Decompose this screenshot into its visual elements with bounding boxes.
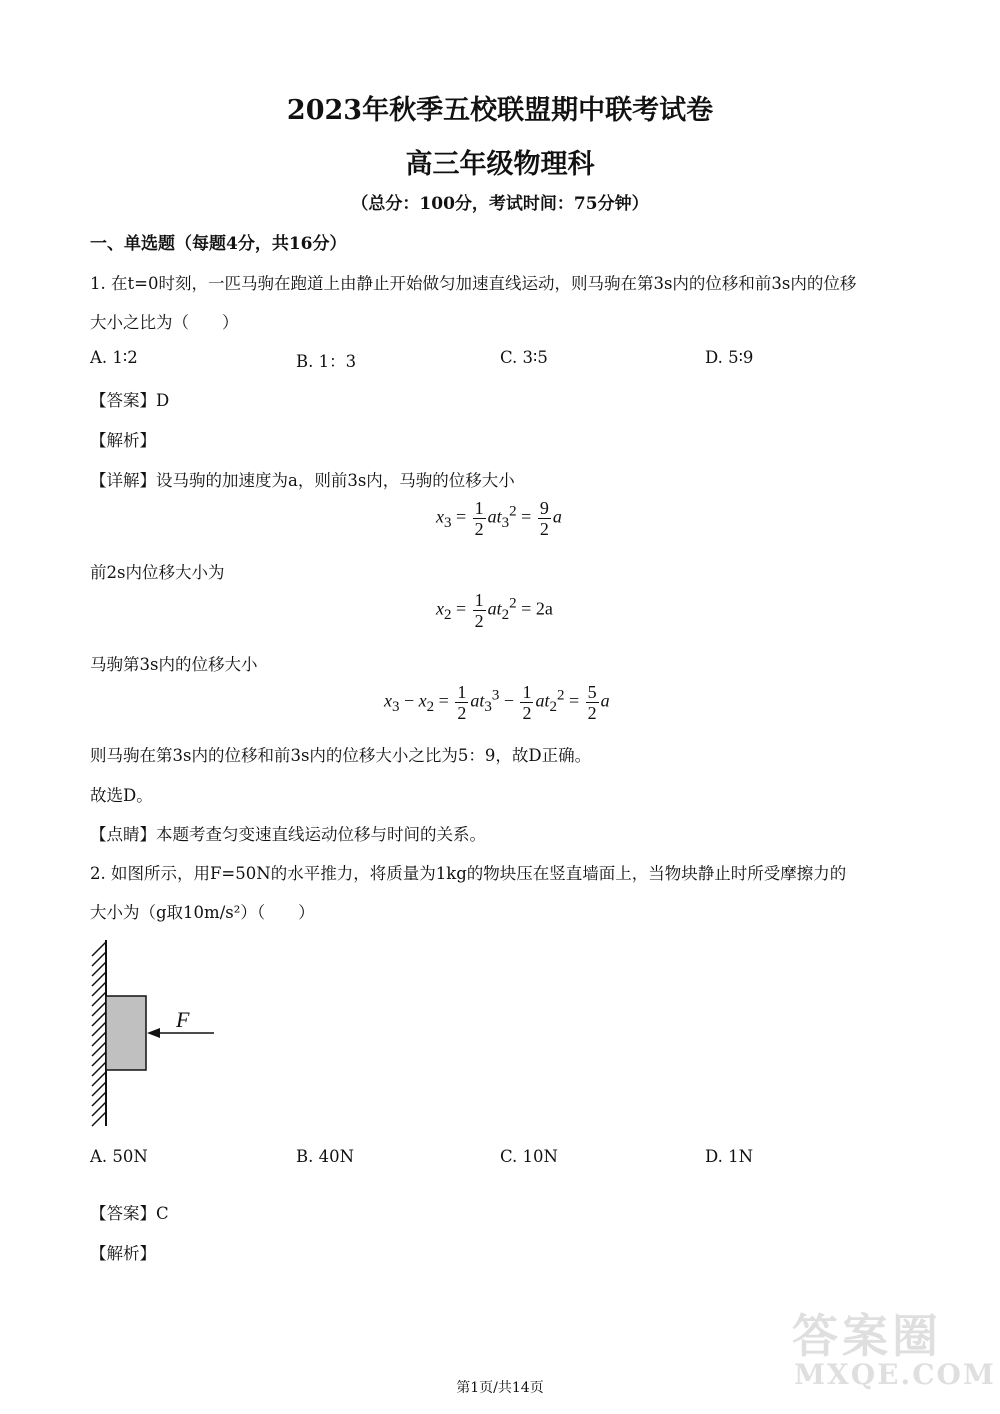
- q1-conclusion: 则马驹在第3s内的位移和前3s内的位移大小之比为5：9，故D正确。: [90, 746, 592, 765]
- q1-analysis-label: 【解析】: [90, 431, 156, 450]
- watermark-line1: 答案圈: [792, 1309, 942, 1363]
- q2-answer: 【答案】C: [90, 1204, 169, 1223]
- exam-info: （总分：100分，考试时间：75分钟）: [351, 194, 649, 214]
- q1-choice: 故选D。: [90, 786, 153, 805]
- equation-1: $x_3$ = $\frac{1}{2}$ $at_3^2$ = $\frac{9}{2}$ a: [436, 498, 562, 539]
- force-arrow-head: [147, 1028, 160, 1038]
- section-heading: 一、单选题（每题4分，共16分）: [90, 234, 347, 254]
- q2-stem-line2: 大小为（g取10m/s²）（ ）: [90, 903, 315, 922]
- q1-text-2: 前2s内位移大小为: [90, 563, 225, 582]
- subject-title: 高三年级物理科: [405, 149, 595, 180]
- watermark-line2: MXQE.COM: [794, 1358, 996, 1391]
- q2-stem-line1: 2. 如图所示，用F=50N的水平推力，将质量为1kg的物块压在竖直墙面上，当物块静止时所受摩擦力的: [90, 864, 847, 883]
- q2-analysis-label: 【解析】: [90, 1244, 156, 1263]
- force-label: F: [176, 1007, 190, 1032]
- q1-stem-line2: 大小之比为（ ）: [90, 313, 239, 332]
- block: [106, 996, 146, 1070]
- q1-text-3: 马驹第3s内的位移大小: [90, 655, 258, 674]
- equation-3: $x_3 - x_2$ = $\frac{1}{2}$ $at_3^3$ − $\frac{1}{2}$ $at_2^2$ = $\frac{5}{2}$ a: [384, 682, 610, 723]
- wall-block-figure: [84, 936, 224, 1132]
- q1-option-b: B. 1：3: [296, 352, 357, 371]
- q1-stem-line1: 1. 在t=0时刻，一匹马驹在跑道上由静止开始做匀加速直线运动，则马驹在第3s内的位移和前3s内的位移: [90, 274, 857, 293]
- page-footer: 第1页/共14页: [456, 1380, 544, 1396]
- q2-option-d: D. 1N: [705, 1147, 754, 1166]
- q2-option-c: C. 10N: [500, 1147, 558, 1166]
- q1-answer: 【答案】D: [90, 391, 170, 410]
- exam-title: 2023年秋季五校联盟期中联考试卷: [286, 95, 714, 126]
- q1-comment: 【点睛】本题考查匀变速直线运动位移与时间的关系。: [90, 825, 486, 844]
- q1-detail: 【详解】设马驹的加速度为a，则前3s内，马驹的位移大小: [90, 471, 515, 490]
- q2-option-b: B. 40N: [296, 1147, 355, 1166]
- equation-2: $x_2$ = $\frac{1}{2}$ $at_2^2 = 2a$: [436, 590, 553, 631]
- q2-option-a: A. 50N: [90, 1147, 148, 1166]
- wall-hatching: [92, 942, 106, 1126]
- q1-option-c: C. 3∶5: [500, 348, 548, 367]
- q1-option-a: A. 1∶2: [90, 348, 138, 367]
- q1-option-d: D. 5∶9: [705, 348, 754, 367]
